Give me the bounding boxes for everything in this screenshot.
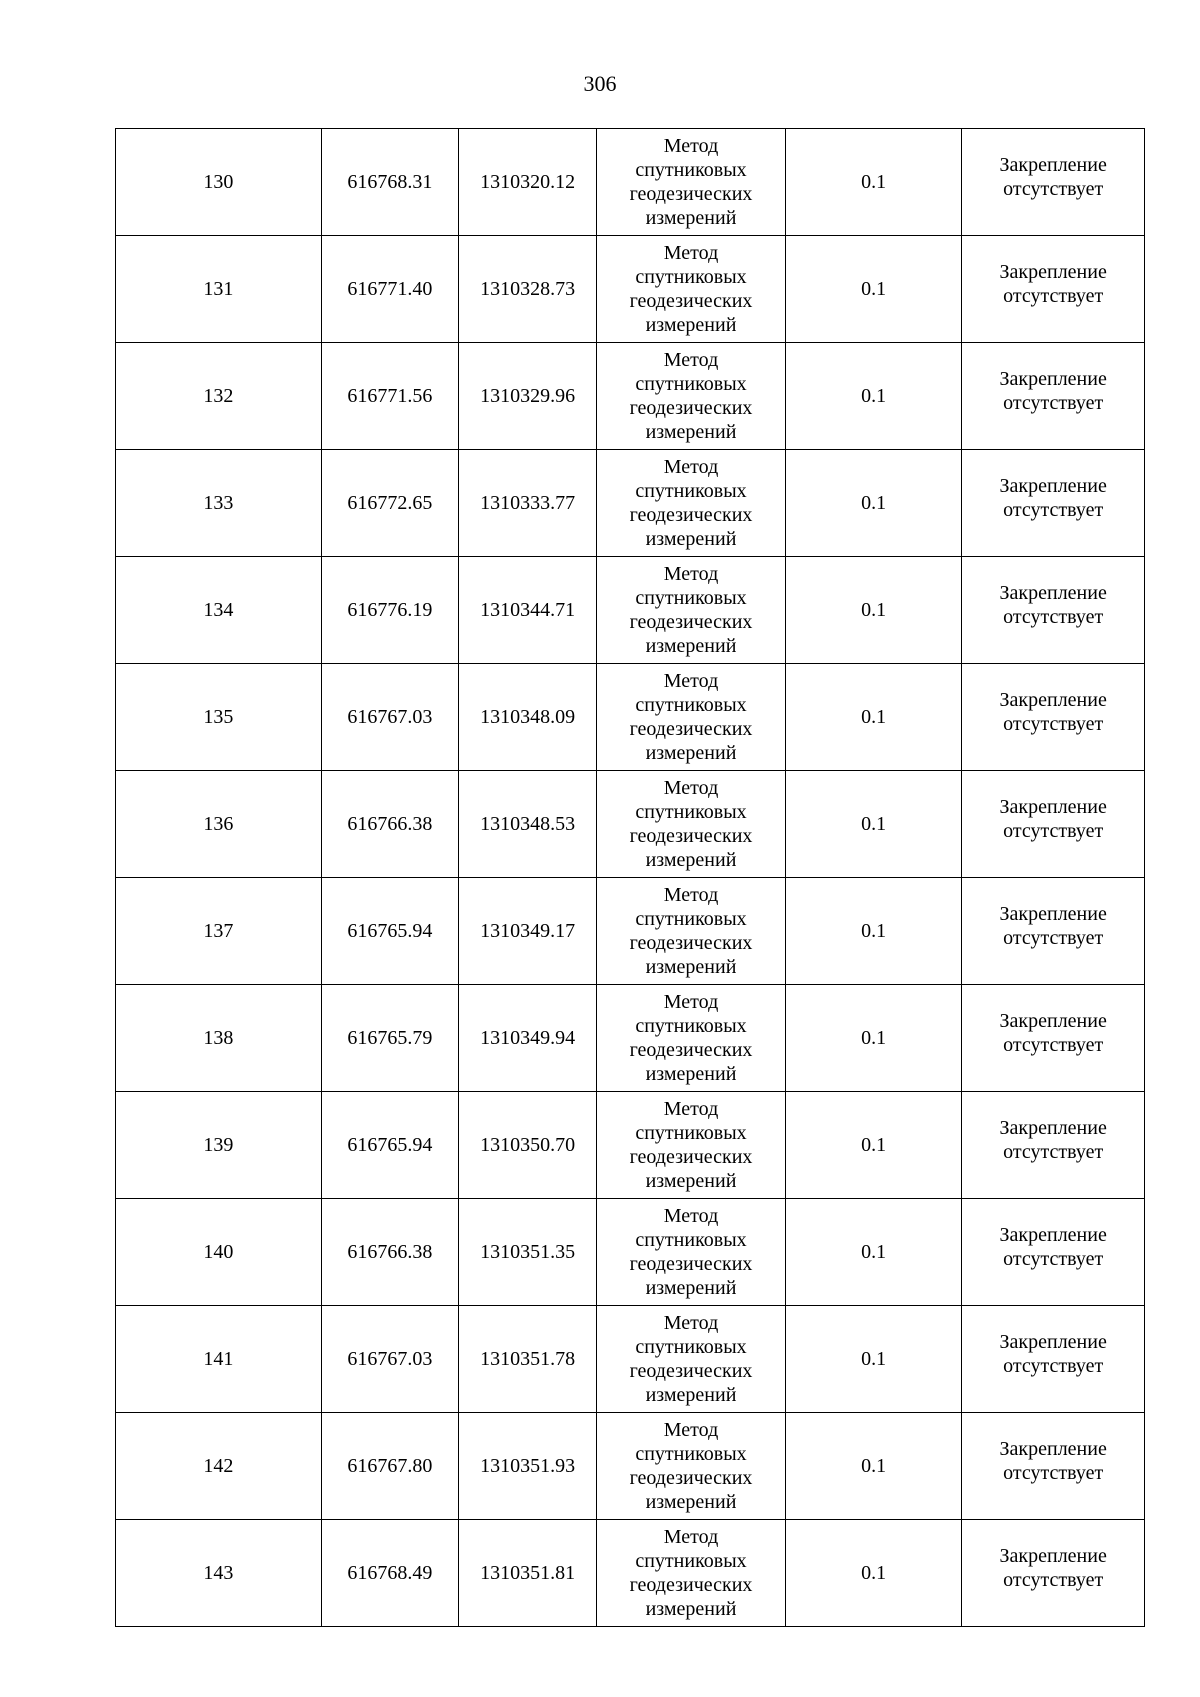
y-coordinate-cell: 1310348.53 (458, 771, 596, 878)
accuracy-cell: 0.1 (785, 1199, 962, 1306)
fixation-line: Закрепление (999, 1545, 1107, 1567)
method-line: спутниковых (635, 1015, 747, 1037)
method-line: измерений (645, 742, 737, 764)
table-row (116, 450, 1145, 557)
method-cell (597, 878, 786, 985)
accuracy-cell: 0.1 (785, 129, 962, 236)
method-cell (597, 343, 786, 450)
fixation-cell (962, 1413, 1145, 1520)
method-cell (597, 1520, 786, 1627)
point-number-cell: 134 (116, 557, 322, 664)
method-cell (597, 664, 786, 771)
point-number-cell: 133 (116, 450, 322, 557)
method-line: геодезических (629, 1360, 753, 1382)
fixation-line: отсутствует (1003, 606, 1104, 628)
fixation-line: отсутствует (1003, 1462, 1104, 1484)
method-cell (597, 1199, 786, 1306)
method-line: измерений (645, 1598, 737, 1620)
method-line: измерений (645, 1491, 737, 1513)
point-number-cell: 139 (116, 1092, 322, 1199)
method-line: Метод (663, 1098, 719, 1120)
y-coordinate-cell: 1310328.73 (458, 236, 596, 343)
method-line: геодезических (629, 611, 753, 633)
method-line: Метод (663, 242, 719, 264)
method-cell (597, 771, 786, 878)
method-line: геодезических (629, 183, 753, 205)
fixation-cell (962, 1520, 1145, 1627)
y-coordinate-cell: 1310329.96 (458, 343, 596, 450)
y-coordinate-cell: 1310344.71 (458, 557, 596, 664)
point-number-cell: 130 (116, 129, 322, 236)
method-cell (597, 236, 786, 343)
method-line: Метод (663, 670, 719, 692)
x-coordinate-cell: 616765.94 (321, 878, 458, 985)
accuracy-cell: 0.1 (785, 664, 962, 771)
method-line: Метод (663, 884, 719, 906)
method-cell (597, 129, 786, 236)
accuracy-cell: 0.1 (785, 557, 962, 664)
fixation-cell (962, 450, 1145, 557)
fixation-line: Закрепление (999, 261, 1107, 283)
fixation-cell (962, 1199, 1145, 1306)
fixation-line: отсутствует (1003, 392, 1104, 414)
x-coordinate-cell: 616771.56 (321, 343, 458, 450)
point-number-cell: 135 (116, 664, 322, 771)
method-line: геодезических (629, 1039, 753, 1061)
method-line: измерений (645, 849, 737, 871)
fixation-line: Закрепление (999, 1438, 1107, 1460)
x-coordinate-cell: 616772.65 (321, 450, 458, 557)
fixation-cell (962, 129, 1145, 236)
method-line: Метод (663, 1526, 719, 1548)
method-line: измерений (645, 207, 737, 229)
x-coordinate-cell: 616765.94 (321, 1092, 458, 1199)
method-line: измерений (645, 314, 737, 336)
fixation-line: Закрепление (999, 475, 1107, 497)
method-line: геодезических (629, 1146, 753, 1168)
fixation-line: отсутствует (1003, 285, 1104, 307)
fixation-line: отсутствует (1003, 1569, 1104, 1591)
method-line: геодезических (629, 1253, 753, 1275)
point-number-cell: 138 (116, 985, 322, 1092)
y-coordinate-cell: 1310320.12 (458, 129, 596, 236)
fixation-line: Закрепление (999, 1331, 1107, 1353)
method-line: спутниковых (635, 266, 747, 288)
table-body (116, 129, 1145, 1627)
method-line: спутниковых (635, 1336, 747, 1358)
x-coordinate-cell: 616771.40 (321, 236, 458, 343)
accuracy-cell: 0.1 (785, 1092, 962, 1199)
method-line: спутниковых (635, 373, 747, 395)
fixation-line: отсутствует (1003, 178, 1104, 200)
method-line: измерений (645, 956, 737, 978)
fixation-cell (962, 878, 1145, 985)
fixation-cell (962, 557, 1145, 664)
table-row (116, 129, 1145, 236)
method-cell (597, 1306, 786, 1413)
accuracy-cell: 0.1 (785, 878, 962, 985)
x-coordinate-cell: 616767.03 (321, 1306, 458, 1413)
point-number-cell: 141 (116, 1306, 322, 1413)
accuracy-cell: 0.1 (785, 985, 962, 1092)
method-cell (597, 1413, 786, 1520)
method-line: Метод (663, 135, 719, 157)
x-coordinate-cell: 616766.38 (321, 771, 458, 878)
accuracy-cell: 0.1 (785, 771, 962, 878)
fixation-line: отсутствует (1003, 1034, 1104, 1056)
method-line: геодезических (629, 290, 753, 312)
y-coordinate-cell: 1310333.77 (458, 450, 596, 557)
fixation-line: Закрепление (999, 1224, 1107, 1246)
fixation-line: Закрепление (999, 1117, 1107, 1139)
point-number-cell: 137 (116, 878, 322, 985)
table-row (116, 878, 1145, 985)
x-coordinate-cell: 616768.49 (321, 1520, 458, 1627)
y-coordinate-cell: 1310351.35 (458, 1199, 596, 1306)
method-line: Метод (663, 1419, 719, 1441)
fixation-line: отсутствует (1003, 713, 1104, 735)
method-line: геодезических (629, 504, 753, 526)
fixation-line: Закрепление (999, 796, 1107, 818)
point-number-cell: 143 (116, 1520, 322, 1627)
fixation-line: Закрепление (999, 582, 1107, 604)
table-row (116, 664, 1145, 771)
fixation-line: отсутствует (1003, 820, 1104, 842)
y-coordinate-cell: 1310351.78 (458, 1306, 596, 1413)
method-line: спутниковых (635, 1443, 747, 1465)
method-line: спутниковых (635, 1550, 747, 1572)
method-line: спутниковых (635, 587, 747, 609)
method-line: спутниковых (635, 159, 747, 181)
fixation-cell (962, 771, 1145, 878)
x-coordinate-cell: 616768.31 (321, 129, 458, 236)
point-number-cell: 142 (116, 1413, 322, 1520)
fixation-cell (962, 236, 1145, 343)
y-coordinate-cell: 1310351.93 (458, 1413, 596, 1520)
fixation-line: отсутствует (1003, 1248, 1104, 1270)
method-line: измерений (645, 635, 737, 657)
method-line: Метод (663, 777, 719, 799)
method-line: Метод (663, 349, 719, 371)
method-line: геодезических (629, 932, 753, 954)
fixation-line: отсутствует (1003, 1141, 1104, 1163)
method-line: спутниковых (635, 480, 747, 502)
method-line: спутниковых (635, 908, 747, 930)
method-line: измерений (645, 1063, 737, 1085)
table-row (116, 1520, 1145, 1627)
method-line: Метод (663, 456, 719, 478)
fixation-line: Закрепление (999, 903, 1107, 925)
table-row (116, 1413, 1145, 1520)
method-line: Метод (663, 1205, 719, 1227)
method-cell (597, 557, 786, 664)
method-cell (597, 985, 786, 1092)
coordinates-table (115, 128, 1145, 1627)
table-row (116, 1092, 1145, 1199)
accuracy-cell: 0.1 (785, 343, 962, 450)
table-row (116, 343, 1145, 450)
fixation-line: отсутствует (1003, 1355, 1104, 1377)
method-line: геодезических (629, 1574, 753, 1596)
method-line: геодезических (629, 718, 753, 740)
y-coordinate-cell: 1310349.94 (458, 985, 596, 1092)
fixation-line: отсутствует (1003, 927, 1104, 949)
fixation-cell (962, 1092, 1145, 1199)
method-cell (597, 450, 786, 557)
accuracy-cell: 0.1 (785, 1306, 962, 1413)
method-line: геодезических (629, 1467, 753, 1489)
method-line: Метод (663, 991, 719, 1013)
table-row (116, 985, 1145, 1092)
x-coordinate-cell: 616767.80 (321, 1413, 458, 1520)
method-line: измерений (645, 528, 737, 550)
method-line: Метод (663, 563, 719, 585)
method-line: Метод (663, 1312, 719, 1334)
point-number-cell: 132 (116, 343, 322, 450)
table-row (116, 1199, 1145, 1306)
fixation-cell (962, 343, 1145, 450)
x-coordinate-cell: 616766.38 (321, 1199, 458, 1306)
method-line: спутниковых (635, 1229, 747, 1251)
fixation-line: Закрепление (999, 154, 1107, 176)
table-row (116, 1306, 1145, 1413)
method-line: спутниковых (635, 1122, 747, 1144)
point-number-cell: 136 (116, 771, 322, 878)
accuracy-cell: 0.1 (785, 1413, 962, 1520)
table-row (116, 236, 1145, 343)
fixation-cell (962, 1306, 1145, 1413)
method-cell (597, 1092, 786, 1199)
x-coordinate-cell: 616765.79 (321, 985, 458, 1092)
method-line: геодезических (629, 825, 753, 847)
method-line: спутниковых (635, 694, 747, 716)
method-line: спутниковых (635, 801, 747, 823)
fixation-line: Закрепление (999, 368, 1107, 390)
accuracy-cell: 0.1 (785, 450, 962, 557)
fixation-line: Закрепление (999, 1010, 1107, 1032)
y-coordinate-cell: 1310348.09 (458, 664, 596, 771)
method-line: измерений (645, 421, 737, 443)
fixation-cell (962, 664, 1145, 771)
page-number: 306 (583, 71, 617, 96)
y-coordinate-cell: 1310350.70 (458, 1092, 596, 1199)
method-line: измерений (645, 1384, 737, 1406)
fixation-line: Закрепление (999, 689, 1107, 711)
point-number-cell: 131 (116, 236, 322, 343)
accuracy-cell: 0.1 (785, 1520, 962, 1627)
table-row (116, 557, 1145, 664)
x-coordinate-cell: 616776.19 (321, 557, 458, 664)
accuracy-cell: 0.1 (785, 236, 962, 343)
y-coordinate-cell: 1310349.17 (458, 878, 596, 985)
method-line: измерений (645, 1277, 737, 1299)
y-coordinate-cell: 1310351.81 (458, 1520, 596, 1627)
fixation-cell (962, 985, 1145, 1092)
method-line: измерений (645, 1170, 737, 1192)
fixation-line: отсутствует (1003, 499, 1104, 521)
point-number-cell: 140 (116, 1199, 322, 1306)
x-coordinate-cell: 616767.03 (321, 664, 458, 771)
table-row (116, 771, 1145, 878)
method-line: геодезических (629, 397, 753, 419)
